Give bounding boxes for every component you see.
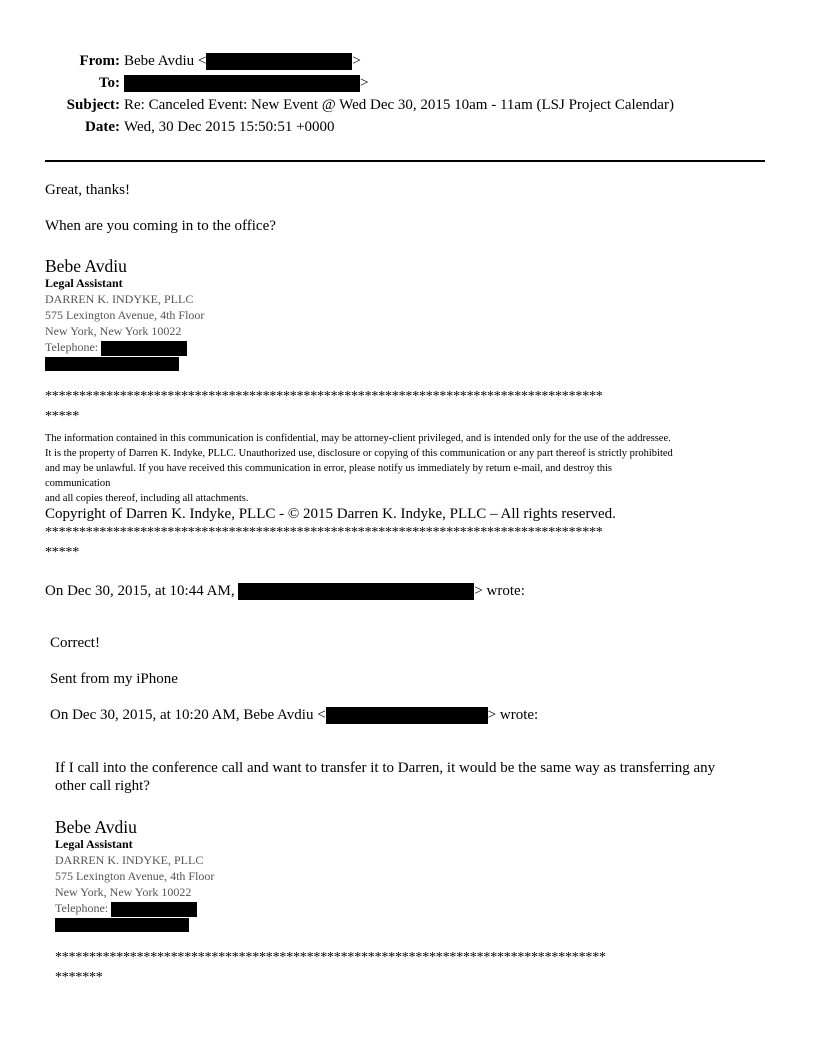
from-close: > [352, 53, 361, 69]
signature2-telephone [55, 901, 197, 917]
quote1-reply: Correct! [50, 635, 100, 651]
disclaimer-text [45, 431, 773, 506]
signature-address1: 575 Lexington Avenue, 4th Floor [45, 308, 205, 322]
redacted-telephone [101, 341, 187, 356]
signature-telephone [45, 340, 187, 356]
disclaimer-line: communication [45, 478, 111, 489]
telephone2-label: Telephone: [55, 901, 109, 915]
from-label: From: [79, 53, 120, 69]
signature2-address2: New York, New York 10022 [55, 885, 192, 899]
header-divider [45, 160, 765, 162]
date-value: Wed, 30 Dec 2015 15:50:51 +0000 [124, 119, 335, 135]
redacted-from-email [206, 53, 352, 70]
signature2-address1: 575 Lexington Avenue, 4th Floor [55, 869, 215, 883]
disclaimer-line: It is the property of Darren K. Indyke, PLLC. Unauthorized use, disclosure or copying of this communication or any part thereof is strictly prohibited [45, 448, 673, 459]
date-label: Date: [85, 119, 120, 135]
from-value [124, 53, 361, 70]
signature-firm: DARREN K. INDYKE, PLLC [45, 292, 194, 306]
footer-stars-tail: ******* [55, 970, 103, 985]
to-value [124, 75, 368, 92]
redacted-quote2-email [326, 707, 488, 724]
redacted-telephone2 [111, 902, 197, 917]
redacted-signature-line [45, 357, 179, 371]
disclaimer-line: The information contained in this communication is confidential, may be attorney-client privileged, and is intended only for the use of the addressee. [45, 433, 671, 444]
disclaimer-line: and all copies thereof, including all attachments. [45, 493, 249, 504]
quote2-message-line2: other call right? [55, 778, 150, 794]
to-close: > [360, 75, 369, 91]
subject-value: Re: Canceled Event: New Event @ Wed Dec 30, 2015 10am - 11am (LSJ Project Calendar) [124, 97, 674, 113]
redacted-to-email [124, 75, 360, 92]
footer-stars: ********************************************************************************* [55, 950, 606, 965]
subject-label: Subject: [66, 97, 120, 113]
signature-name: Bebe Avdiu [45, 256, 127, 276]
disclaimer-stars-bottom-tail: ***** [45, 545, 80, 560]
from-name: Bebe Avdiu < [124, 53, 207, 69]
body-greeting: Great, thanks! [45, 182, 130, 198]
signature-title: Legal Assistant [45, 276, 123, 290]
disclaimer-line: and may be unlawful. If you have received this communication in error, please notify us immediately by return e-mail, and destroy this [45, 463, 612, 474]
redacted-signature2-line [55, 918, 189, 932]
signature-address2: New York, New York 10022 [45, 324, 182, 338]
signature2-name: Bebe Avdiu [55, 817, 137, 837]
quote1-sent-from: Sent from my iPhone [50, 671, 178, 687]
signature2-title: Legal Assistant [55, 837, 133, 851]
quote1-intro [45, 583, 525, 600]
body-question: When are you coming in to the office? [45, 218, 276, 234]
disclaimer-stars-top-tail: ***** [45, 409, 80, 424]
disclaimer-stars-bottom: ********************************************************************************** [45, 525, 603, 540]
quote1-intro-suffix: > wrote: [474, 583, 525, 599]
quote2-message-line1: If I call into the conference call and want to transfer it to Darren, it would be the same way as transferring any [55, 760, 716, 776]
copyright-notice: Copyright of Darren K. Indyke, PLLC - © 2015 Darren K. Indyke, PLLC – All rights reserved. [45, 506, 616, 522]
redacted-block [45, 357, 179, 371]
redacted-block2 [55, 918, 189, 932]
disclaimer-stars-top: ********************************************************************************** [45, 389, 603, 404]
quote2-intro-prefix: On Dec 30, 2015, at 10:20 AM, Bebe Avdiu < [50, 707, 326, 723]
quote2-intro-suffix: > wrote: [487, 707, 539, 723]
to-label: To: [98, 75, 120, 91]
quote2-intro [50, 707, 538, 724]
signature2-firm: DARREN K. INDYKE, PLLC [55, 853, 204, 867]
redacted-quote1-sender [238, 583, 474, 600]
telephone-label: Telephone: [45, 340, 99, 354]
quote1-intro-prefix: On Dec 30, 2015, at 10:44 AM, [45, 583, 235, 599]
